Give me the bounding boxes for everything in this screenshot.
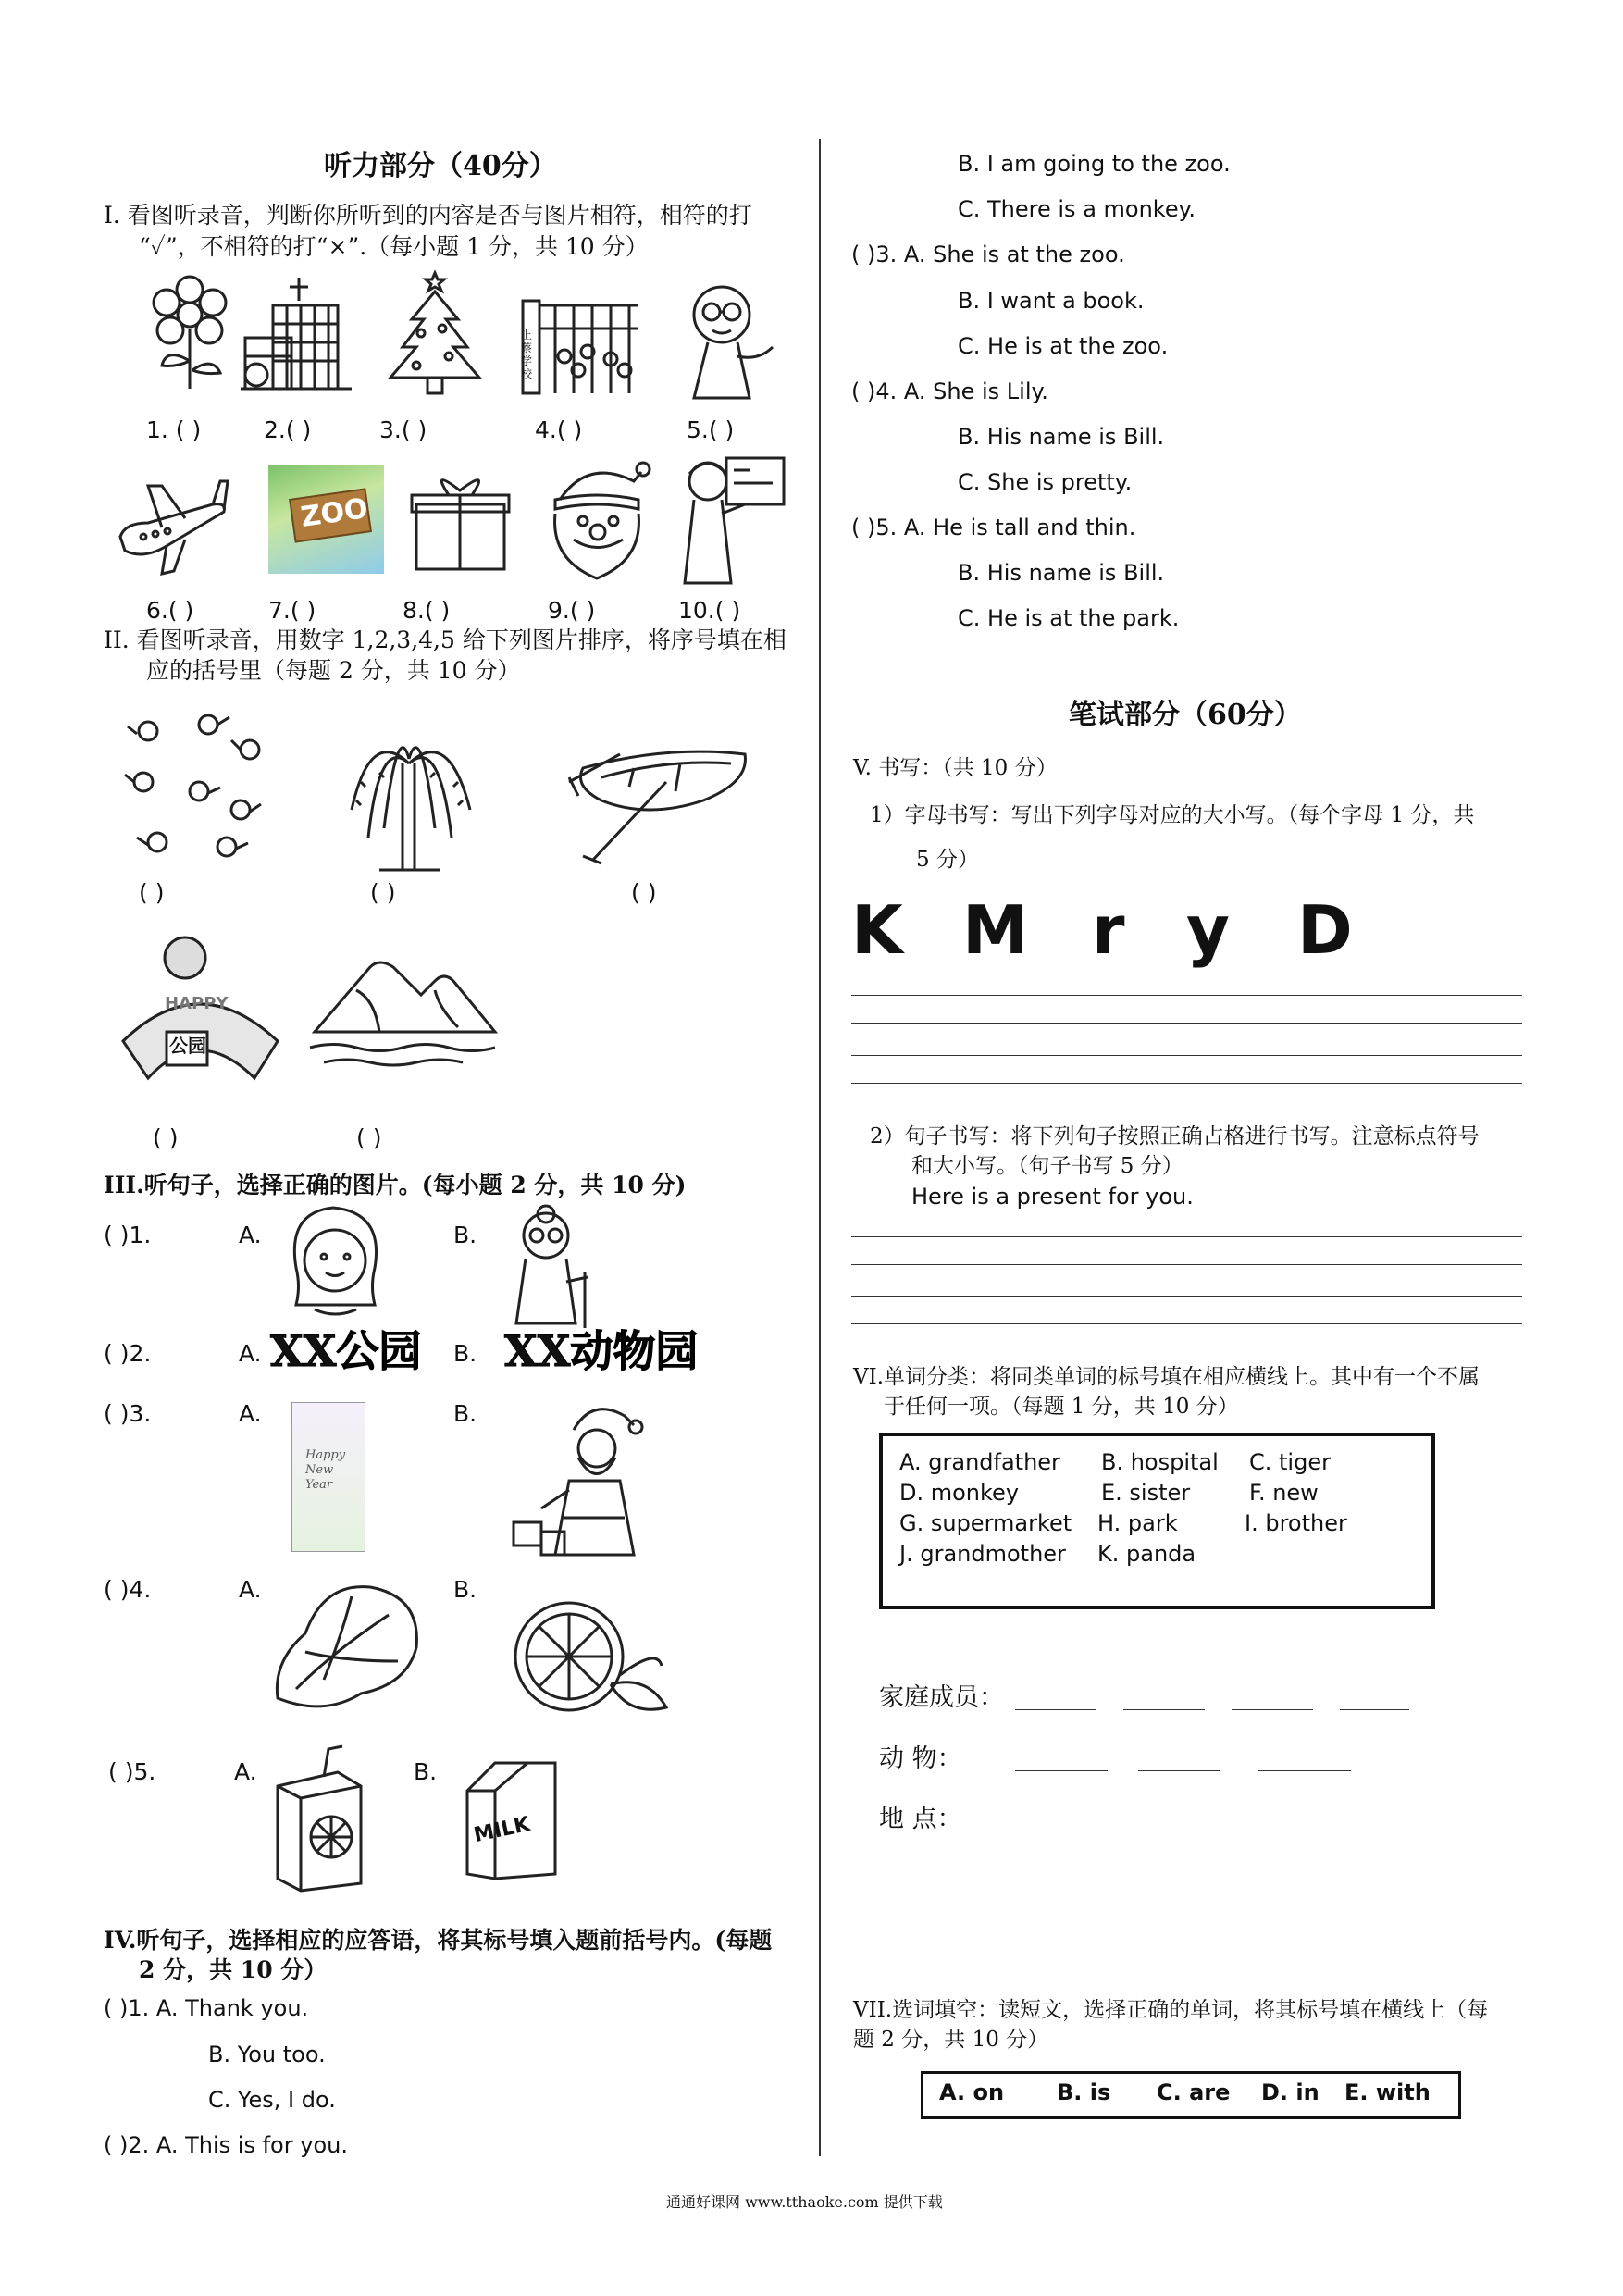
letter-d: D: [1297, 891, 1353, 969]
answer-blank[interactable]: [1123, 1709, 1205, 1710]
s4-q2: ( )2. A. This is for you.: [104, 2132, 348, 2158]
word-b: B. hospital: [1101, 1449, 1219, 1475]
s3-item-3-b: B.: [453, 1400, 477, 1427]
s1-label-3: 3.( ): [379, 416, 427, 443]
s3-item-2-a: A.: [239, 1340, 262, 1367]
christmas-tree-image: [379, 268, 490, 398]
word-d: D. monkey: [899, 1480, 1020, 1506]
s5-p1-line2: 5 分）: [916, 848, 979, 872]
s3-item-5-num: ( )5.: [108, 1758, 156, 1785]
s3-item-4-a: A.: [239, 1576, 262, 1603]
s2-label-2: ( ): [370, 879, 396, 906]
writing-line: [851, 1083, 1522, 1084]
school-sign-text: 上蔡学校: [521, 329, 533, 380]
q3: ( )3. A. She is at the zoo.: [851, 242, 1125, 267]
gift-box-image: [407, 463, 514, 574]
s6-heading-1: VI.单词分类：将同类单词的标号填在相应横线上。其中有一个不属: [853, 1365, 1481, 1389]
written-title: 笔试部分（60分）: [1069, 699, 1302, 731]
s1-label-2: 2.( ): [264, 416, 312, 443]
grandmother-image: [500, 1203, 597, 1328]
s1-heading-1: I. 看图听录音，判断你所听到的内容是否与图片相符，相符的打: [104, 202, 752, 229]
word-a: A. grandfather: [899, 1449, 1060, 1475]
s5-p1-line1: 1）字母书写：写出下列字母对应的大小写。（每个字母 1 分，共: [870, 803, 1475, 827]
s3-item-1-a: A.: [239, 1222, 262, 1248]
hospital-building-image: [236, 268, 356, 393]
new-year-card-text: Happy New Year: [305, 1448, 346, 1492]
teacher-blackboard-image: [671, 453, 787, 588]
letter-k: K: [851, 891, 903, 969]
s1-label-1: 1. ( ): [146, 416, 202, 443]
flower-image: [139, 273, 241, 393]
writing-line: [851, 995, 1522, 996]
s2-heading-1: II. 看图听录音，用数字 1,2,3,4,5 给下列图片排序，将序号填在相: [104, 627, 787, 653]
zoo-sign-text: ZOO: [298, 492, 370, 534]
s3-item-5-a: A.: [234, 1758, 257, 1785]
s2-label-1: ( ): [139, 879, 165, 906]
girl-face-image: [282, 1203, 389, 1323]
birds-image: [120, 708, 268, 865]
s3-item-2-b: B.: [453, 1340, 477, 1367]
s6-heading-2: 于任何一项。（每题 1 分，共 10 分）: [884, 1395, 1239, 1419]
category-animal-label: 动 物：: [879, 1744, 962, 1773]
juice-box-image: [268, 1744, 365, 1893]
cabbage-image: [268, 1578, 426, 1717]
grandfather-image: [671, 273, 787, 403]
s7-heading-1: VII.选词填空：读短文，选择正确的单词，将其标号填在横线上（每: [853, 1998, 1489, 2022]
word-f: F. new: [1249, 1480, 1319, 1506]
listening-title: 听力部分（40分）: [324, 150, 557, 182]
s1-label-8: 8.( ): [403, 597, 451, 624]
s3-item-1-b: B.: [453, 1222, 477, 1248]
s4-q1-c: C. Yes, I do.: [208, 2087, 336, 2113]
q5-option-c: C. He is at the park.: [958, 605, 1180, 631]
answer-blank[interactable]: [1015, 1709, 1096, 1710]
s1-label-9: 9.( ): [548, 597, 596, 624]
santa-claus-image: [541, 458, 657, 583]
s1-label-6: 6.( ): [146, 597, 194, 624]
s5-p2-line2: 和大小写。（句子书写 5 分）: [911, 1154, 1183, 1178]
s4-heading-1: IV.听句子，选择相应的应答语，将其标号填入题前括号内。(每题: [104, 1927, 773, 1954]
q2-option-c: C. There is a monkey.: [958, 196, 1196, 222]
school-gate-image: [518, 278, 643, 398]
s2-label-4: ( ): [153, 1124, 179, 1151]
s2-heading-2: 应的括号里（每题 2 分，共 10 分）: [146, 657, 521, 684]
q3-option-b: B. I want a book.: [958, 288, 1145, 314]
s2-label-5: ( ): [356, 1124, 382, 1151]
s3-item-4-b: B.: [453, 1576, 477, 1603]
s7-heading-2: 题 2 分，共 10 分）: [853, 2028, 1049, 2052]
answer-blank[interactable]: [1015, 1770, 1108, 1771]
answer-blank[interactable]: [1340, 1709, 1409, 1710]
park-sign-text: XX公园: [270, 1326, 422, 1376]
answer-blank[interactable]: [1232, 1709, 1313, 1710]
sentence-to-copy: Here is a present for you.: [911, 1184, 1194, 1210]
s3-heading: III.听句子，选择正确的图片。(每小题 2 分，共 10 分): [104, 1172, 687, 1198]
s1-label-5: 5.( ): [687, 416, 735, 443]
letter-y: y: [1186, 891, 1230, 969]
answer-blank[interactable]: [1258, 1770, 1351, 1771]
option-a: A. on: [939, 2079, 1005, 2105]
category-place-label: 地 点：: [879, 1805, 962, 1833]
q4-option-b: B. His name is Bill.: [958, 424, 1165, 450]
word-g: G. supermarket: [899, 1510, 1072, 1536]
rowboat-image: [564, 726, 759, 865]
airplane-image: [111, 467, 231, 578]
word-c: C. tiger: [1249, 1449, 1331, 1475]
writing-line: [851, 1264, 1522, 1265]
word-h: H. park: [1097, 1510, 1178, 1536]
option-d: D. in: [1261, 2079, 1319, 2105]
q4-option-c: C. She is pretty.: [958, 469, 1133, 495]
column-divider: [819, 139, 821, 2156]
s1-label-10: 10.( ): [678, 597, 741, 624]
mountains-image: [305, 935, 500, 1074]
writing-line: [851, 1055, 1522, 1056]
writing-line: [851, 1323, 1522, 1324]
s3-item-2-num: ( )2.: [104, 1340, 152, 1367]
s3-item-5-b: B.: [414, 1758, 438, 1785]
word-e: E. sister: [1101, 1480, 1191, 1506]
willow-tree-image: [342, 708, 477, 875]
category-family-label: 家庭成员：: [879, 1683, 1004, 1712]
letter-r: r: [1092, 891, 1125, 969]
writing-line: [851, 1236, 1522, 1237]
footer-text: 通通好课网 www.tthaoke.com 提供下载: [666, 2193, 943, 2211]
s1-heading-2: “✓”，不相符的打“×”.（每小题 1 分，共 10 分）: [139, 233, 649, 260]
answer-blank[interactable]: [1138, 1770, 1220, 1771]
s2-label-3: ( ): [631, 879, 657, 906]
word-j: J. grandmother: [899, 1541, 1066, 1567]
option-c: C. are: [1157, 2079, 1231, 2105]
writing-line: [851, 1023, 1522, 1024]
milk-carton-text: MILK: [471, 1812, 532, 1848]
q2-option-b: B. I am going to the zoo.: [958, 151, 1231, 177]
s1-label-4: 4.( ): [535, 416, 583, 443]
s4-q1-b: B. You too.: [208, 2042, 326, 2067]
s4-q1: ( )1. A. Thank you.: [104, 1995, 309, 2021]
s3-item-3-a: A.: [239, 1400, 262, 1427]
s4-heading-2: 2 分，共 10 分）: [139, 1956, 328, 1983]
park-gate-sign-cn: 公园: [169, 1035, 206, 1057]
option-e: E. with: [1344, 2079, 1431, 2105]
word-k: K. panda: [1097, 1541, 1196, 1567]
s5-p2-line1: 2）句子书写：将下列句子按照正确占格进行书写。注意标点符号: [870, 1124, 1480, 1148]
option-b: B. is: [1057, 2079, 1111, 2105]
q5-option-b: B. His name is Bill.: [958, 560, 1165, 586]
q5: ( )5. A. He is tall and thin.: [851, 515, 1136, 540]
q3-option-c: C. He is at the zoo.: [958, 333, 1169, 359]
s3-item-3-num: ( )3.: [104, 1400, 152, 1427]
park-gate-sign-en: HAPPY: [165, 994, 229, 1013]
s3-item-4-num: ( )4.: [104, 1576, 152, 1603]
orange-image: [500, 1592, 671, 1726]
q4: ( )4. A. She is Lily.: [851, 379, 1048, 404]
word-i: I. brother: [1245, 1510, 1347, 1536]
zoo-sign-text-cn: XX动物园: [504, 1326, 699, 1376]
writing-line: [851, 1296, 1522, 1297]
s5-heading: V. 书写：（共 10 分）: [853, 756, 1058, 780]
letter-m: M: [962, 891, 1029, 969]
s1-label-7: 7.( ): [268, 597, 316, 624]
santa-with-gifts-image: [504, 1397, 652, 1559]
s3-item-1-num: ( )1.: [104, 1222, 152, 1248]
